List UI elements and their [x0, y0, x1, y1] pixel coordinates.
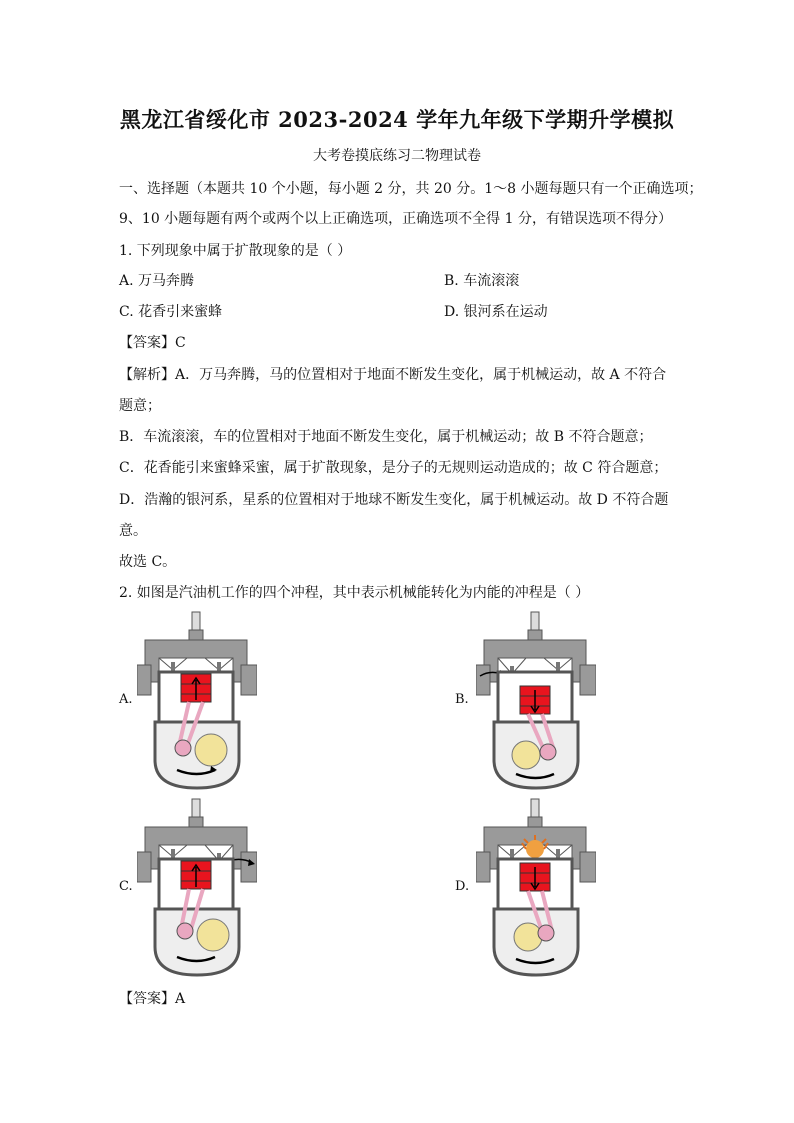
- question-1-explanation-4: C．花香能引来蜜蜂采蜜，属于扩散现象，是分子的无规则运动造成的；故 C 符合题意；: [119, 460, 668, 476]
- engine-diagram-b: [476, 610, 596, 790]
- question-1-explanation-6: 意。: [119, 523, 147, 539]
- option-b-label: B.: [455, 692, 469, 707]
- question-1-option-a: A. 万马奔腾: [119, 273, 195, 289]
- engine-diagram-a: [137, 610, 257, 790]
- question-2-stem: 2. 如图是汽油机工作的四个冲程，其中表示机械能转化为内能的冲程是（ ）: [119, 585, 590, 601]
- question-1-explanation-5: D．浩瀚的银河系，星系的位置相对于地球不断发生变化，属于机械运动。故 D 不符合题: [119, 492, 669, 508]
- engine-diagram-d: [476, 797, 596, 977]
- option-d-label: D.: [455, 879, 470, 894]
- option-a-label: A.: [119, 692, 133, 707]
- question-1-option-c: C. 花香引来蜜蜂: [119, 304, 223, 320]
- question-1-stem: 1. 下列现象中属于扩散现象的是（ ）: [119, 243, 352, 259]
- question-1-explanation-1: 【解析】A．万马奔腾，马的位置相对于地面不断发生变化，属于机械运动，故 A 不符合: [119, 367, 667, 383]
- question-2-answer: 【答案】A: [119, 991, 186, 1007]
- question-1-answer: 【答案】C: [119, 335, 186, 351]
- question-1-explanation-3: B．车流滚滚，车的位置相对于地面不断发生变化，属于机械运动；故 B 不符合题意；: [119, 429, 653, 445]
- option-c-label: C.: [119, 879, 133, 894]
- section-instructions-line1: 一、选择题（本题共 10 个小题，每小题 2 分，共 20 分。1～8 小题每题只有一个正确选项；: [119, 181, 703, 197]
- page-subtitle: 大考卷摸底练习二物理试卷: [313, 148, 481, 164]
- question-1-explanation-7: 故选 C。: [119, 554, 177, 570]
- question-1-option-b: B. 车流滚滚: [444, 273, 520, 289]
- page-title: 黑龙江省绥化市 2023-2024 学年九年级下学期升学模拟: [119, 107, 675, 132]
- section-instructions-line2: 9、10 小题每题有两个或两个以上正确选项，正确选项不全得 1 分，有错误选项不得分）: [119, 211, 672, 227]
- engine-diagram-c: [137, 797, 257, 977]
- question-1-option-d: D. 银河系在运动: [444, 304, 548, 320]
- question-1-explanation-2: 题意；: [119, 398, 161, 414]
